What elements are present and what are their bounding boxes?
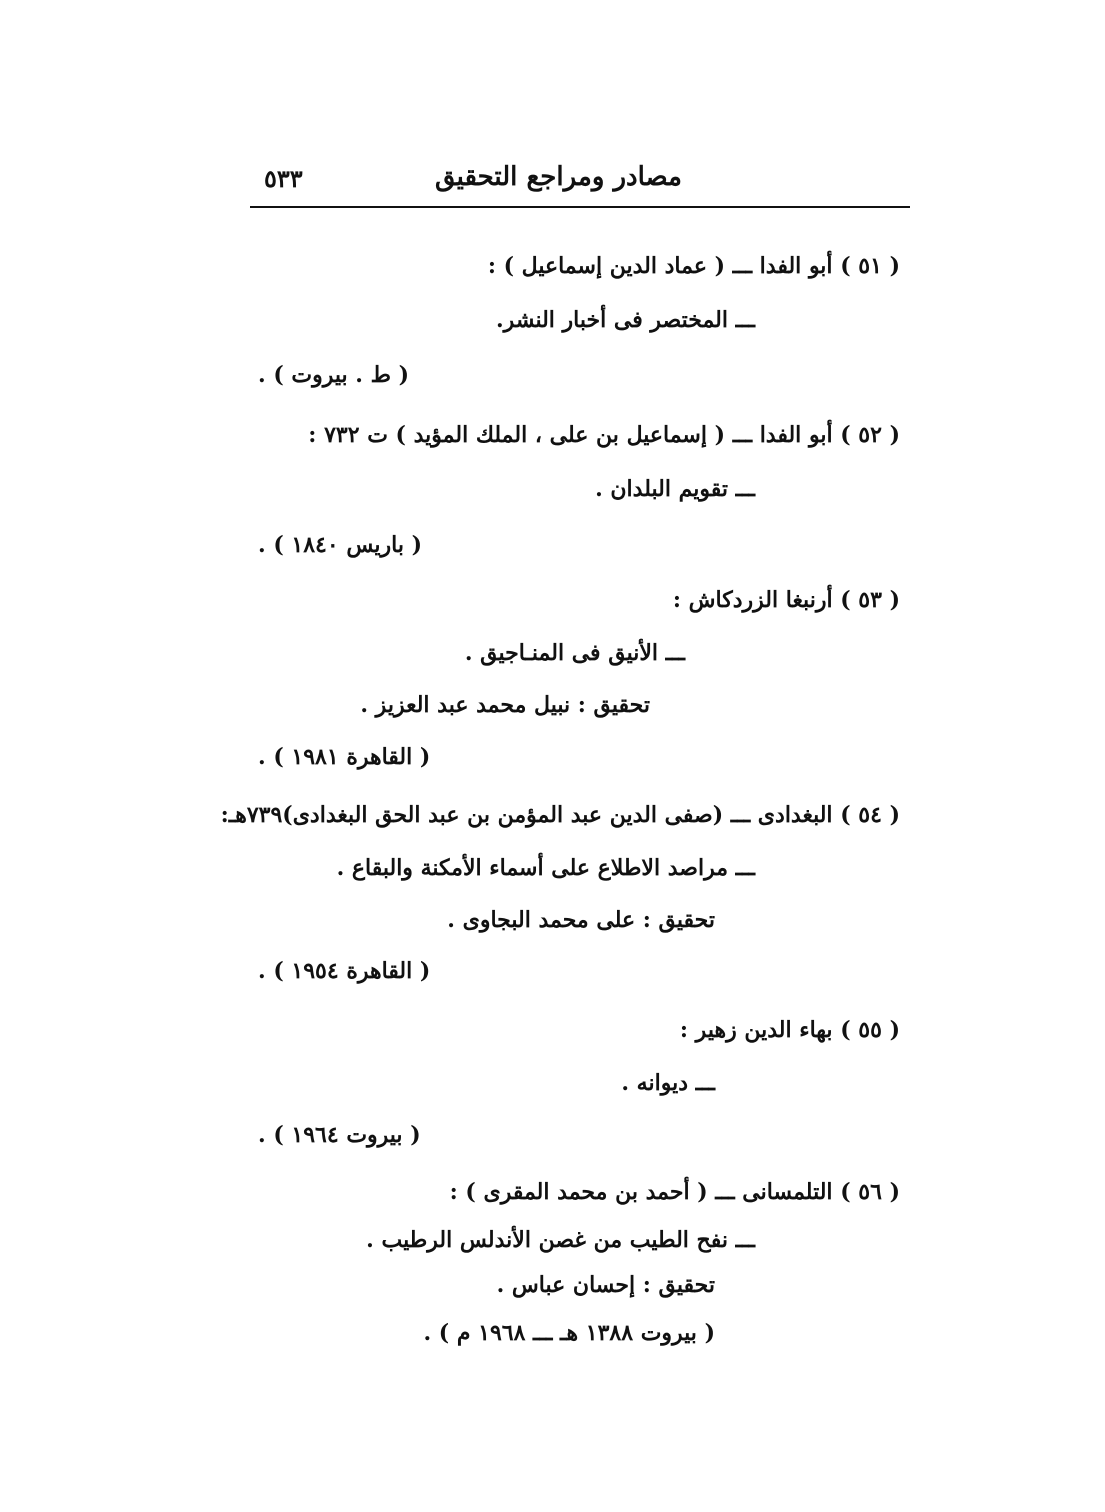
page-number: ٥٣٣ <box>264 164 303 193</box>
entry-editor: تحقيق : إحسان عباس . <box>496 1272 715 1298</box>
entry-publication: ( القاهرة ١٩٥٤ ) . <box>258 958 431 984</box>
entry-work-title: ـــ نفح الطيب من غصن الأندلس الرطيب . <box>366 1227 755 1253</box>
entry-heading: ( ٥٢ ) أبو الفدا ـــ ( إسماعيل بن على ، الملك المؤيد ) ت ٧٣٢ : <box>308 422 900 448</box>
entry-publication: ( القاهرة ١٩٨١ ) . <box>258 744 431 770</box>
entry-publication: ( بيروت ١٣٨٨ هـ ـــ ١٩٦٨ م ) . <box>423 1320 715 1346</box>
entry-heading: ( ٥٣ ) أرنبغا الزردكاش : <box>672 587 900 613</box>
entry-work-title: ـــ الأنيق فى المنـاجيق . <box>464 640 685 666</box>
entry-heading: ( ٥٦ ) التلمسانى ـــ ( أحمد بن محمد المقرى ) : <box>449 1179 900 1205</box>
entry-work-title: ـــ المختصر فى أخبار النشر. <box>496 307 755 333</box>
entry-publication: ( ط . بيروت ) . <box>258 362 410 388</box>
entry-editor: تحقيق : على محمد البجاوى . <box>447 907 715 933</box>
entry-work-title: ـــ تقويم البلدان . <box>595 476 755 502</box>
page-header <box>250 160 910 208</box>
entry-heading: ( ٥٥ ) بهاء الدين زهير : <box>679 1017 900 1043</box>
entry-heading: ( ٥١ ) أبو الفدا ـــ ( عماد الدين إسماعيل ) : <box>487 253 900 279</box>
running-title: مصادر ومراجع التحقيق <box>434 162 682 192</box>
entry-editor: تحقيق : نبيل محمد عبد العزيز . <box>360 692 650 718</box>
entry-publication: ( بيروت ١٩٦٤ ) . <box>258 1122 421 1148</box>
entry-heading: ( ٥٤ ) البغدادى ـــ (صفى الدين عبد المؤمن بن عبد الحق البغدادى)٧٣٩هـ: <box>220 802 900 828</box>
entry-work-title: ـــ ديوانه . <box>621 1070 715 1096</box>
entry-publication: ( باريس ١٨٤٠ ) . <box>258 532 423 558</box>
entry-work-title: ـــ مراصد الاطلاع على أسماء الأمكنة والبقاع . <box>336 855 755 881</box>
